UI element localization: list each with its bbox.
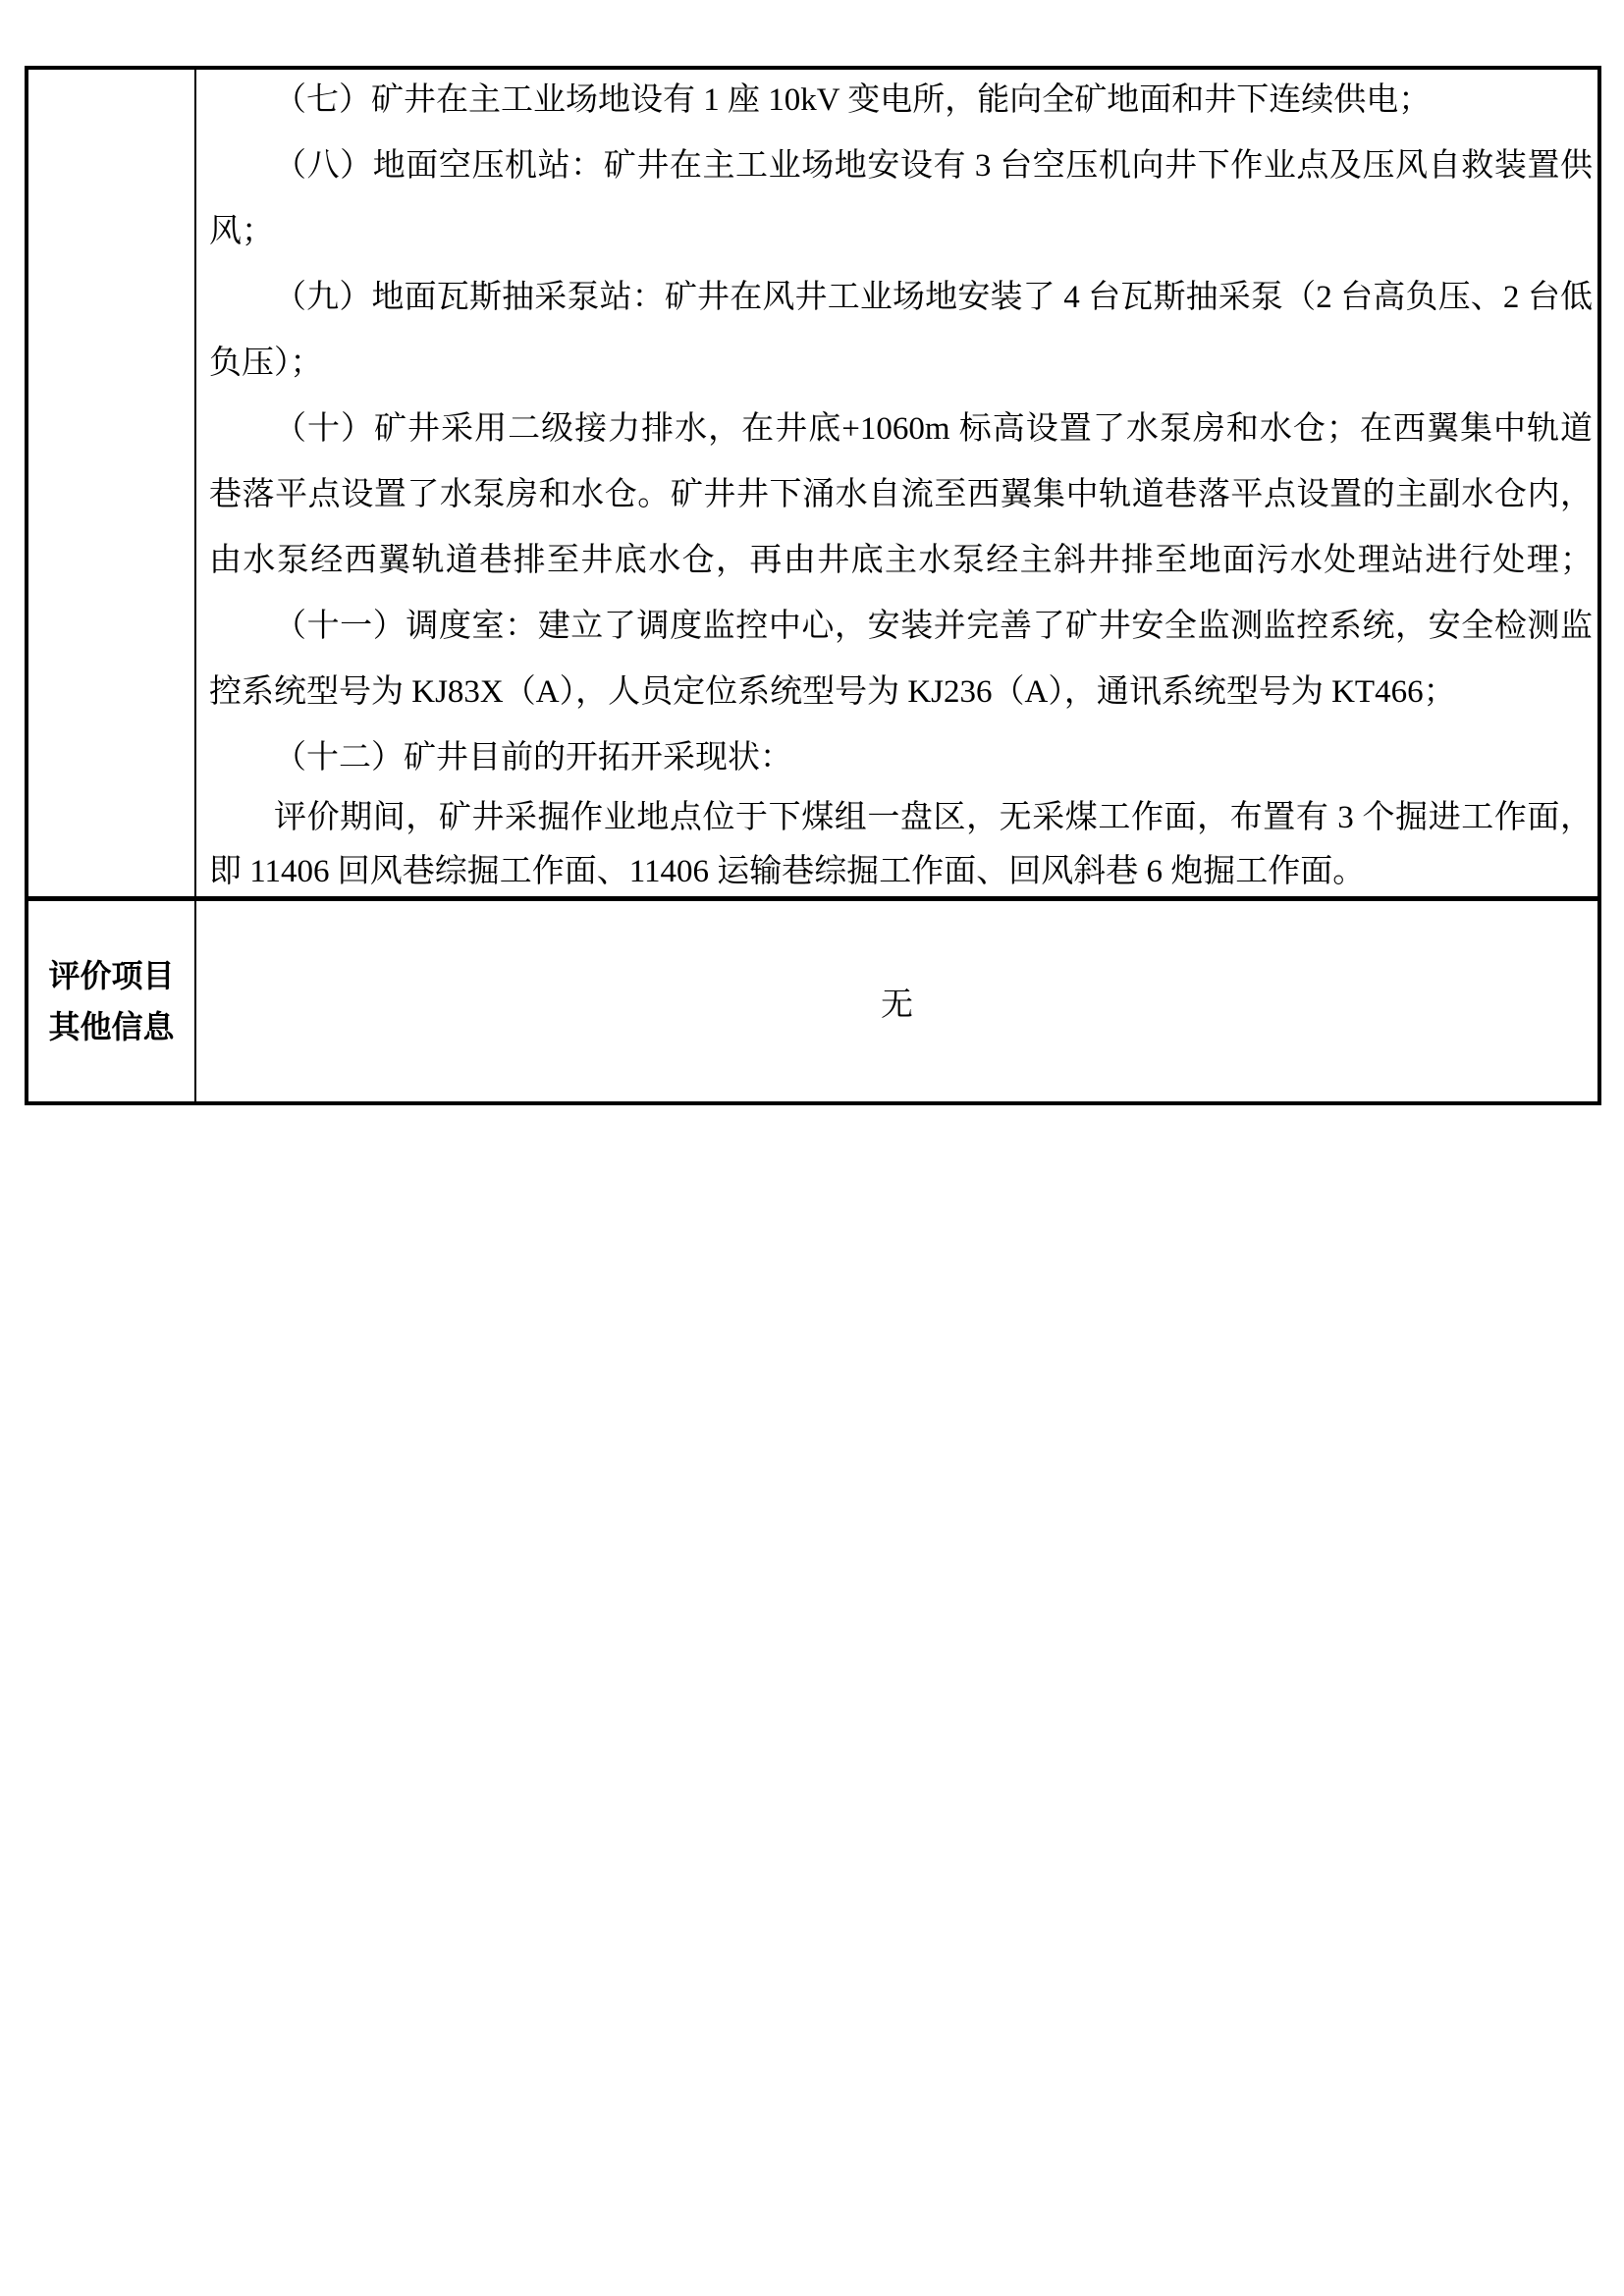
text-line: 由水泵经西翼轨道巷排至井底水仓，再由井底主水泵经主斜井排至地面污水处理站进行处理；: [209, 543, 1593, 578]
other-info-label-line1: 评价项目: [48, 958, 175, 993]
text-line: （七）矿井在主工业场地设有 1 座 10kV 变电所，能向全矿地面和井下连续供电；: [274, 82, 1432, 118]
other-info-value-text: 无: [881, 987, 913, 1023]
text-line: 即 11406 回风巷综掘工作面、11406 运输巷综掘工作面、回风斜巷 6 炮掘工作面。: [209, 854, 1366, 889]
text-line: （九）地面瓦斯抽采泵站：矿井在风井工业场地安装了 4 台瓦斯抽采泵（2 台高负压、2 台低: [274, 280, 1593, 315]
text-line: 评价期间，矿井采掘作业地点位于下煤组一盘区，无采煤工作面，布置有 3 个掘进工作面，: [274, 800, 1593, 835]
text-line: 控系统型号为 KJ83X（A），人员定位系统型号为 KJ236（A），通讯系统型号为 KT466；: [209, 674, 1456, 710]
continuation-text-cell: [209, 74, 1593, 896]
text-line: 负压）；: [209, 346, 323, 381]
text-line: （八）地面空压机站：矿井在主工业场地安设有 3 台空压机向井下作业点及压风自救装置供: [274, 148, 1593, 184]
text-line: 风；: [209, 214, 274, 249]
other-info-row-value: [196, 901, 1597, 1101]
text-line: （十二）矿井目前的开拓开采现状：: [274, 740, 792, 775]
text-line: 巷落平点设置了水泵房和水仓。矿井井下涌水自流至西翼集中轨道巷落平点设置的主副水仓内，: [209, 477, 1593, 512]
text-line: （十一）调度室：建立了调度监控中心，安装并完善了矿井安全监测监控系统，安全检测监: [274, 609, 1593, 644]
report-table: [25, 66, 1601, 1105]
other-info-row-label: [28, 901, 194, 1101]
other-info-label-line2: 其他信息: [48, 1009, 175, 1044]
text-line: （十）矿井采用二级接力排水，在井底+1060m 标高设置了水泵房和水仓；在西翼集中轨道: [274, 411, 1593, 447]
